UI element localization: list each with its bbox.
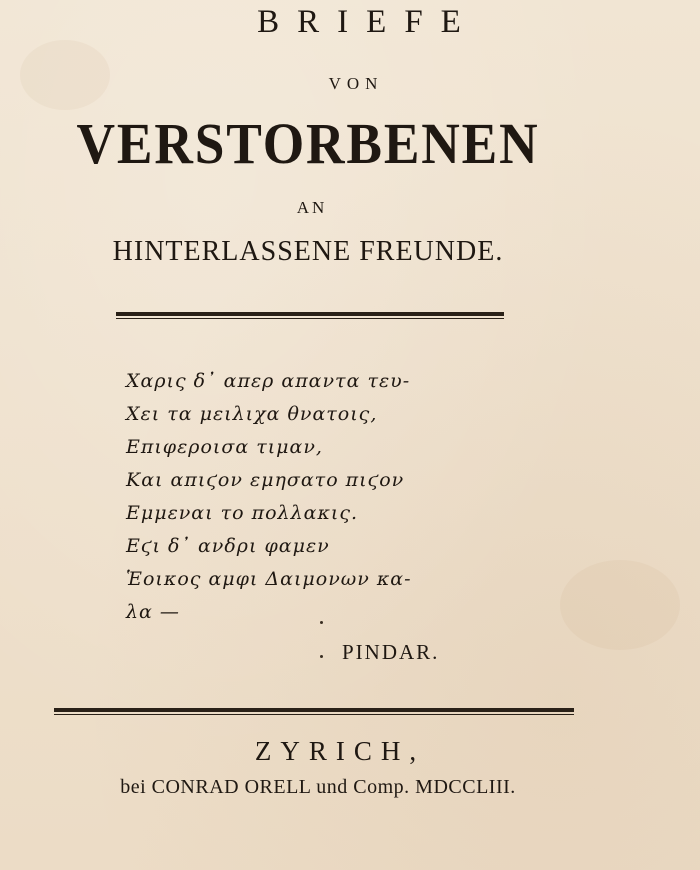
title-line-briefe: BRIEFE bbox=[257, 4, 479, 40]
epigraph-line: λα — bbox=[126, 601, 180, 623]
epigraph-line: Εμμεναι το πολλακις. bbox=[126, 502, 359, 524]
epigraph-line: Και απιϛον εμησατο πιϛον bbox=[126, 469, 405, 491]
epigraph-line: Χαρις δ᾽ απερ απαντα τευ- bbox=[126, 370, 411, 392]
imprint-publisher: bei CONRAD ORELL und Comp. MDCCLIII. bbox=[120, 776, 516, 798]
title-line-von: VON bbox=[328, 74, 384, 93]
title-line-verstorbenen: VERSTORBENEN bbox=[76, 111, 540, 176]
epigraph-line: Χει τα μειλιχα θνατοις, bbox=[126, 403, 378, 425]
title-line-an: AN bbox=[296, 198, 328, 217]
imprint-city: ZYRICH, bbox=[254, 736, 426, 766]
epigraph bbox=[126, 365, 486, 629]
paper-stain bbox=[560, 560, 680, 650]
ink-dot bbox=[320, 621, 323, 624]
epigraph-author: PINDAR. bbox=[342, 640, 440, 664]
epigraph-line: Επιφεροισα τιμαν, bbox=[126, 436, 323, 458]
epigraph-line: Ἑοικος αμφι Δαιμονων κα- bbox=[126, 568, 412, 590]
epigraph-line: Εϛι δ᾽ ανδρι φαμεν bbox=[126, 535, 330, 557]
decorative-rule-bottom bbox=[54, 708, 574, 716]
decorative-rule-top bbox=[116, 312, 504, 320]
ink-dot bbox=[320, 655, 323, 658]
title-line-subtitle: HINTERLASSENE FREUNDE. bbox=[112, 236, 504, 267]
